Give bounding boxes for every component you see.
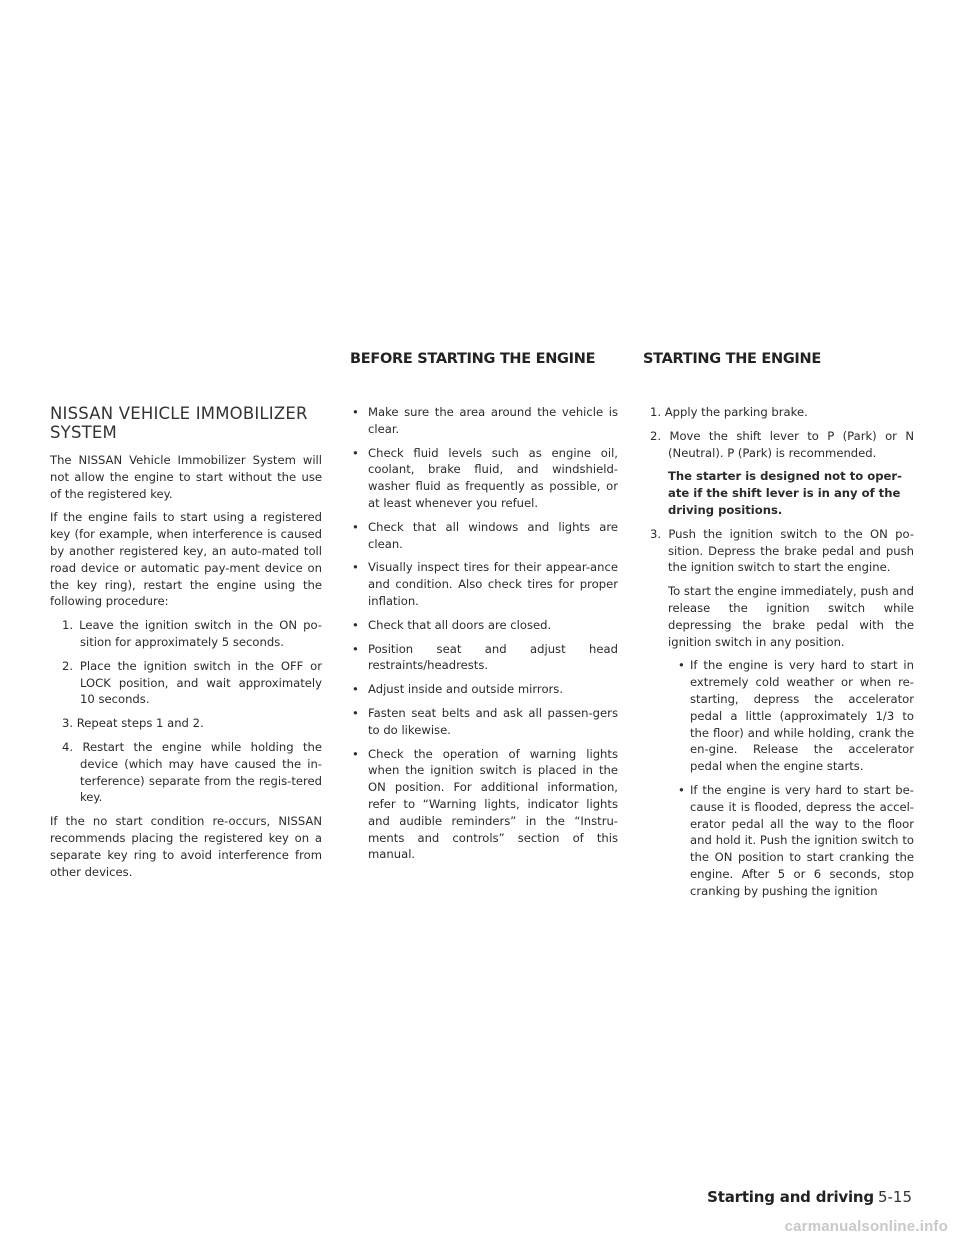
column-immobilizer bbox=[50, 404, 322, 887]
checklist-item: • Check fluid levels such as engine oil, coolant, brake fluid, and windshield-washer fluid as frequently as possible, or at least whenever you refuel. bbox=[346, 445, 618, 512]
checklist-item: • Check that all windows and lights are clean. bbox=[346, 519, 618, 553]
immobilizer-step: 3. Repeat steps 1 and 2. bbox=[62, 716, 204, 731]
checklist-item: • Check the operation of warning lights when the ignition switch is placed in the ON position. For additional information, refer to “Warning lights, indicator lights and audible reminders” in the “Instru-ments and controls” section of this manual. bbox=[346, 746, 618, 864]
immobilizer-procedure-intro: If the engine fails to start using a registered key (for example, when interference is caused by another registered key, an auto-mated toll road device or automatic pay-ment device on the key ring), restart the engine using the following procedure: bbox=[50, 510, 322, 609]
starting-steps bbox=[640, 404, 914, 900]
immobilizer-title: NISSAN VEHICLE IMMOBILIZER SYSTEM bbox=[50, 404, 308, 442]
immobilizer-step: 2. Place the ignition switch in the OFF or LOCK position, and wait approximately 10 seconds. bbox=[62, 658, 322, 707]
page-number: 5-15 bbox=[877, 1188, 912, 1206]
starting-step-1: 1. Apply the parking brake. bbox=[650, 405, 808, 419]
starting-tip: • If the engine is very hard to start be-cause it is flooded, depress the accel-erator pedal all the way to the floor and hold it. Push the ignition switch to the ON position to start cranking the engine. After 5 or 6 seconds, stop cranking by pushing the ignition bbox=[668, 782, 914, 900]
starting-step-2-text: 2. Move the shift lever to P (Park) or N (Neutral). P (Park) is recommended. bbox=[650, 428, 914, 460]
checklist-item: • Check that all doors are closed. bbox=[346, 617, 618, 634]
checklist-item: • Position seat and adjust head restraints/headrests. bbox=[346, 641, 618, 675]
checklist-item: • Adjust inside and outside mirrors. bbox=[346, 681, 618, 698]
starting-step-3-text: 3. Push the ignition switch to the ON po-sition. Depress the brake pedal and push the ignition switch to start the engine. bbox=[650, 526, 914, 575]
watermark: carmanualsonline.info bbox=[784, 1218, 948, 1235]
immobilizer-intro: The NISSAN Vehicle Immobilizer System will not allow the engine to start without the use of the registered key. bbox=[50, 453, 322, 501]
immobilizer-closing: If the no start condition re-occurs, NISSAN recommends placing the registered key on a separate key ring to avoid interference from other devices. bbox=[50, 814, 322, 879]
starting-step-2 bbox=[640, 428, 914, 519]
checklist-item: • Fasten seat belts and ask all passen-gers to do likewise. bbox=[346, 705, 618, 739]
starting-step-3-note: To start the engine immediately, push and release the ignition switch while depressing the brake pedal with the ignition switch in any position. bbox=[668, 584, 914, 649]
starting-tips bbox=[668, 657, 914, 899]
section-header-starting: STARTING THE ENGINE bbox=[643, 351, 821, 367]
section-header-before-starting: BEFORE STARTING THE ENGINE bbox=[350, 351, 596, 367]
column-before-starting bbox=[346, 404, 618, 870]
checklist-item: • Make sure the area around the vehicle is clear. bbox=[346, 404, 618, 438]
column-starting bbox=[640, 404, 914, 907]
immobilizer-step: 4. Restart the engine while holding the device (which may have caused the in-terference) separate from the regis-tered key. bbox=[62, 739, 322, 805]
starting-tip: • If the engine is very hard to start in extremely cold weather or when re-starting, depress the accelerator pedal a little (approximately 1/3 to the floor) and while holding, crank the en-gine. Release the accelerator pedal when the engine starts. bbox=[668, 657, 914, 775]
immobilizer-steps bbox=[50, 617, 322, 806]
immobilizer-step: 1. Leave the ignition switch in the ON po-sition for approximately 5 seconds. bbox=[62, 618, 322, 649]
shift-lever-warning: The starter is designed not to oper-ate if the shift lever is in any of the driving positions. bbox=[668, 469, 902, 517]
checklist-item: • Visually inspect tires for their appear-ance and condition. Also check tires for proper inflation. bbox=[346, 559, 618, 609]
starting-step-3 bbox=[640, 526, 914, 900]
footer-section-name: Starting and driving bbox=[707, 1188, 874, 1206]
page-footer bbox=[707, 1188, 912, 1206]
before-start-checklist bbox=[346, 404, 618, 863]
